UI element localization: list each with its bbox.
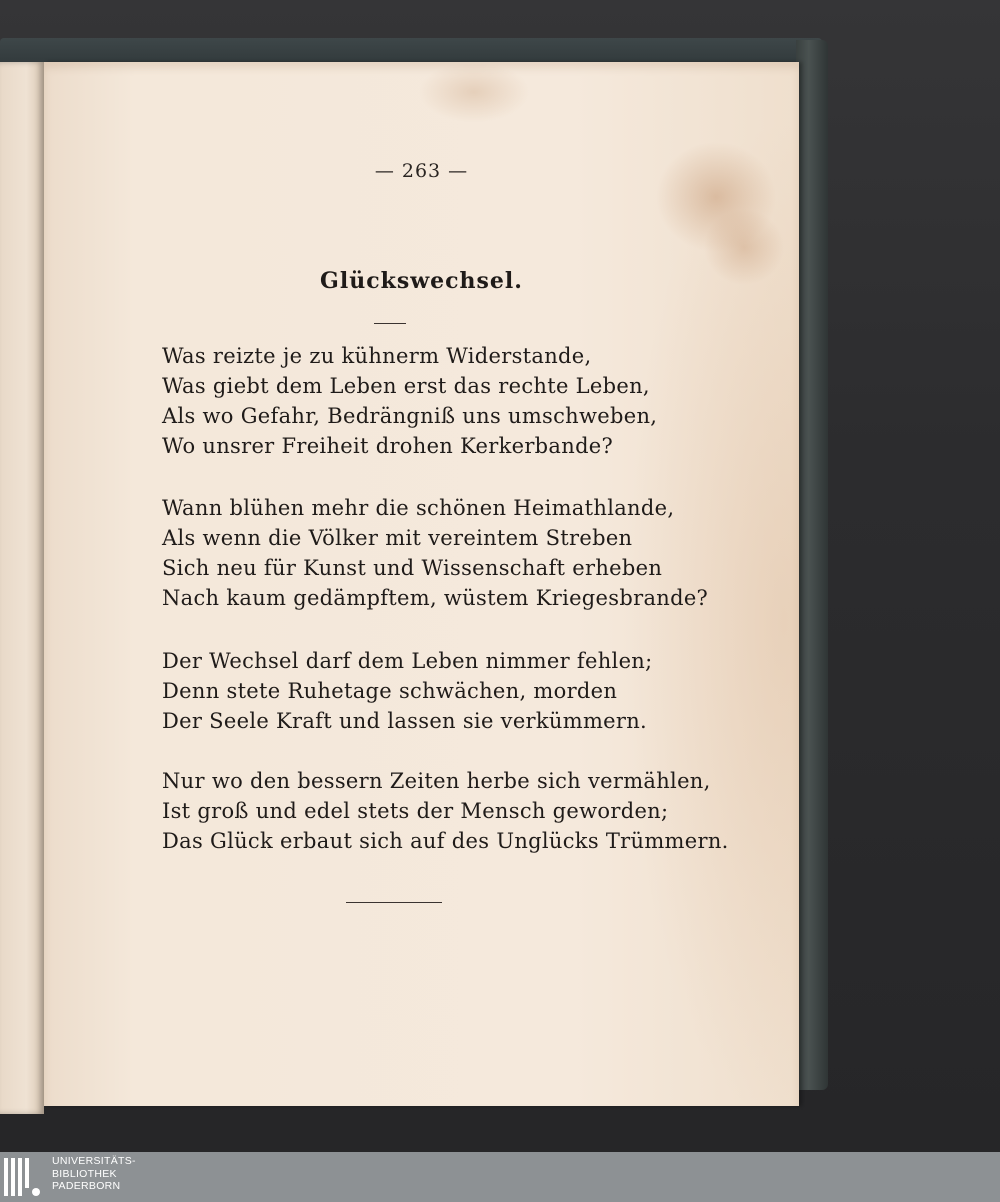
book-page <box>44 62 799 1106</box>
poem-line: Der Seele Kraft und lassen sie verkümmern. <box>162 709 648 733</box>
library-name <box>52 1155 136 1193</box>
poem-line: Wo unsrer Freiheit drohen Kerkerbande? <box>162 434 614 458</box>
poem-line: Der Wechsel darf dem Leben nimmer fehlen; <box>162 649 653 673</box>
library-logo-icon <box>0 1152 48 1202</box>
stanza-2 <box>162 493 722 613</box>
book-cover-right-edge <box>796 40 828 1090</box>
stanza-1 <box>162 341 722 461</box>
poem-line: Nach kaum gedämpftem, wüstem Kriegesbrande? <box>162 586 709 610</box>
logo-line: BIBLIOTHEK <box>52 1167 117 1180</box>
title-rule <box>374 323 406 324</box>
poem-line: Denn stete Ruhetage schwächen, morden <box>162 679 618 703</box>
poem-line: Was giebt dem Leben erst das rechte Leben, <box>162 374 650 398</box>
poem-title: Glückswechsel. <box>320 268 523 294</box>
logo-line: UNIVERSITÄTS- <box>52 1155 136 1167</box>
logo-line: PADERBORN <box>52 1180 121 1192</box>
stanza-3 <box>162 646 722 736</box>
poem-line: Das Glück erbaut sich auf des Unglücks Trümmern. <box>162 829 729 853</box>
library-footer <box>0 1152 1000 1202</box>
poem-line: Ist groß und edel stets der Mensch geworden; <box>162 799 669 823</box>
poem-line: Als wenn die Völker mit vereintem Streben <box>162 526 633 550</box>
poem-line: Sich neu für Kunst und Wissenschaft erheben <box>162 556 663 580</box>
book-cover-top-edge <box>0 38 822 64</box>
page-number: — 263 — <box>374 160 469 182</box>
end-rule <box>346 902 442 903</box>
poem-line: Nur wo den bessern Zeiten herbe sich vermählen, <box>162 769 711 793</box>
left-page-edge <box>0 62 44 1114</box>
poem-line: Was reizte je zu kühnerm Widerstande, <box>162 344 592 368</box>
poem-line: Wann blühen mehr die schönen Heimathlande, <box>162 496 675 520</box>
poem-line: Als wo Gefahr, Bedrängniß uns umschweben, <box>162 404 658 428</box>
stanza-4 <box>162 766 729 856</box>
